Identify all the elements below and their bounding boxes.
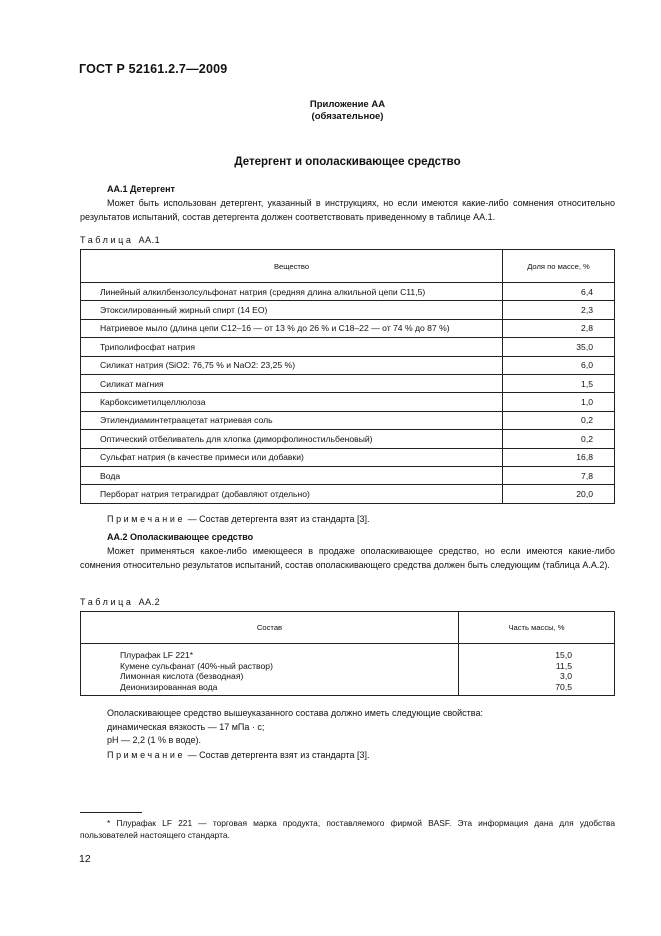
- substance-name: Вода: [81, 466, 503, 484]
- substance-name: Карбоксиметилцеллюлоза: [81, 393, 503, 411]
- substance-share: 16,8: [503, 448, 615, 466]
- table-row: [81, 466, 615, 484]
- note-2-text: — Состав детергента взят из стандарта [3].: [185, 750, 370, 760]
- footnote-text: * Плурафак LF 221 — торговая марка продукта, поставляемого фирмой BASF. Эта информация дана для удобства пользователей настоящего стандарта.: [80, 818, 615, 840]
- table-row: [81, 356, 615, 374]
- table-2-caption-label: Таблица: [80, 597, 134, 607]
- property-ph-text: pH — 2,2 (1 % в воде).: [107, 735, 202, 745]
- section-2-text: [80, 545, 615, 572]
- substance-share: 6,0: [503, 356, 615, 374]
- note-1-text: — Состав детергента взят из стандарта [3].: [185, 514, 370, 524]
- section-1-text: [80, 197, 615, 224]
- substance-share: 0,2: [503, 411, 615, 429]
- table-2-caption: [80, 597, 160, 607]
- properties-block: [80, 707, 615, 748]
- properties-intro-text: Ополаскивающее средство вышеуказанного состава должно иметь следующие свойства:: [107, 708, 483, 718]
- table-row: [81, 411, 615, 429]
- table-row: [81, 430, 615, 448]
- substance-share: 0,2: [503, 430, 615, 448]
- column-header-substance: Вещество: [81, 250, 503, 283]
- table-row: [81, 393, 615, 411]
- table-row: [81, 319, 615, 337]
- table-row: [81, 682, 615, 696]
- document-header: ГОСТ Р 52161.2.7—2009: [79, 62, 228, 76]
- section-2-heading: АА.2 Ополаскивающее средство: [107, 532, 254, 542]
- section-1-heading: АА.1 Детергент: [107, 184, 175, 194]
- substance-share: 1,5: [503, 374, 615, 392]
- page-number: 12: [79, 853, 91, 865]
- property-ph: [80, 734, 615, 748]
- section-1-body: Может быть использован детергент, указанный в инструкциях, но если имеются какие-либо сомнения относительно результатов испытаний, состав детергента должен соответствовать приведенному в таблице АА.1.: [80, 198, 615, 222]
- detergent-table: [80, 249, 615, 504]
- table-1-caption-number: АА.1: [138, 235, 161, 245]
- column-header-part: Часть массы, %: [459, 612, 615, 644]
- properties-intro: [80, 707, 615, 721]
- table-row: [81, 671, 615, 682]
- appendix-status: (обязательное): [311, 111, 384, 122]
- table-row: [81, 661, 615, 672]
- substance-share: 35,0: [503, 338, 615, 356]
- substance-share: 1,0: [503, 393, 615, 411]
- appendix-title: Приложение АА: [309, 99, 386, 110]
- substance-share: 7,8: [503, 466, 615, 484]
- footnote-separator: [80, 812, 142, 813]
- table-2-caption-number: АА.2: [138, 597, 161, 607]
- rinse-agent-table-body: [81, 644, 615, 696]
- table-row: [81, 448, 615, 466]
- component-share: 3,0: [459, 671, 615, 682]
- substance-name: Триполифосфат натрия: [81, 338, 503, 356]
- appendix-heading: [80, 99, 615, 123]
- substance-name: Силикат магния: [81, 374, 503, 392]
- substance-share: 2,8: [503, 319, 615, 337]
- footnote: [80, 817, 615, 841]
- rinse-agent-table: [80, 611, 615, 696]
- substance-share: 6,4: [503, 283, 615, 301]
- substance-name: Линейный алкилбензолсульфонат натрия (средняя длина алкильной цепи C11,5): [81, 283, 503, 301]
- table-row: [81, 485, 615, 503]
- table-1-caption: [80, 235, 160, 245]
- column-header-composition: Состав: [81, 612, 459, 644]
- component-name: Деионизированная вода: [81, 682, 459, 696]
- property-viscosity-text: динамическая вязкость — 17 мПа · с;: [107, 721, 265, 732]
- substance-name: Натриевое мыло (длина цепи C12–16 — от 13 % до 26 % и C18–22 — от 74 % до 87 %): [81, 319, 503, 337]
- note-1: [107, 514, 370, 524]
- note-1-label: Примечание: [107, 514, 186, 524]
- substance-share: 2,3: [503, 301, 615, 319]
- component-name: Плурафак LF 221*: [81, 644, 459, 661]
- main-title: Детергент и ополаскивающее средство: [234, 156, 461, 168]
- table-row: [81, 338, 615, 356]
- table-1-caption-label: Таблица: [80, 235, 134, 245]
- component-share: 11,5: [459, 661, 615, 672]
- table-row: [81, 283, 615, 301]
- substance-name: Сульфат натрия (в качестве примеси или добавки): [81, 448, 503, 466]
- substance-name: Оптический отбеливатель для хлопка (диморфолиностильбеновый): [81, 430, 503, 448]
- table-row: [81, 644, 615, 661]
- section-2-body: Может применяться какое-либо имеющееся в продаже ополаскивающее средство, но если имеются какие-либо сомнения относительно результатов испытаний, состав ополаскивающего средства должен быть следующим (таблица А.А.2).: [80, 546, 615, 570]
- substance-name: Силикат натрия (SiO2: 76,75 % и NaO2: 23,25 %): [81, 356, 503, 374]
- substance-name: Этилендиаминтетраацетат натриевая соль: [81, 411, 503, 429]
- component-share: 70,5: [459, 682, 615, 696]
- property-viscosity: [80, 721, 615, 735]
- detergent-table-body: [81, 283, 615, 504]
- substance-name: Перборат натрия тетрагидрат (добавляют отдельно): [81, 485, 503, 503]
- column-header-share: Доля по массе, %: [503, 250, 615, 283]
- component-share: 15,0: [459, 644, 615, 661]
- table-row: [81, 374, 615, 392]
- note-2-label: Примечание: [107, 750, 186, 760]
- note-2: [107, 750, 370, 760]
- substance-share: 20,0: [503, 485, 615, 503]
- component-name: Лимонная кислота (безводная): [81, 671, 459, 682]
- table-row: [81, 301, 615, 319]
- substance-name: Этоксилированный жирный спирт (14 EO): [81, 301, 503, 319]
- component-name: Кумене сульфанат (40%-ный раствор): [81, 661, 459, 672]
